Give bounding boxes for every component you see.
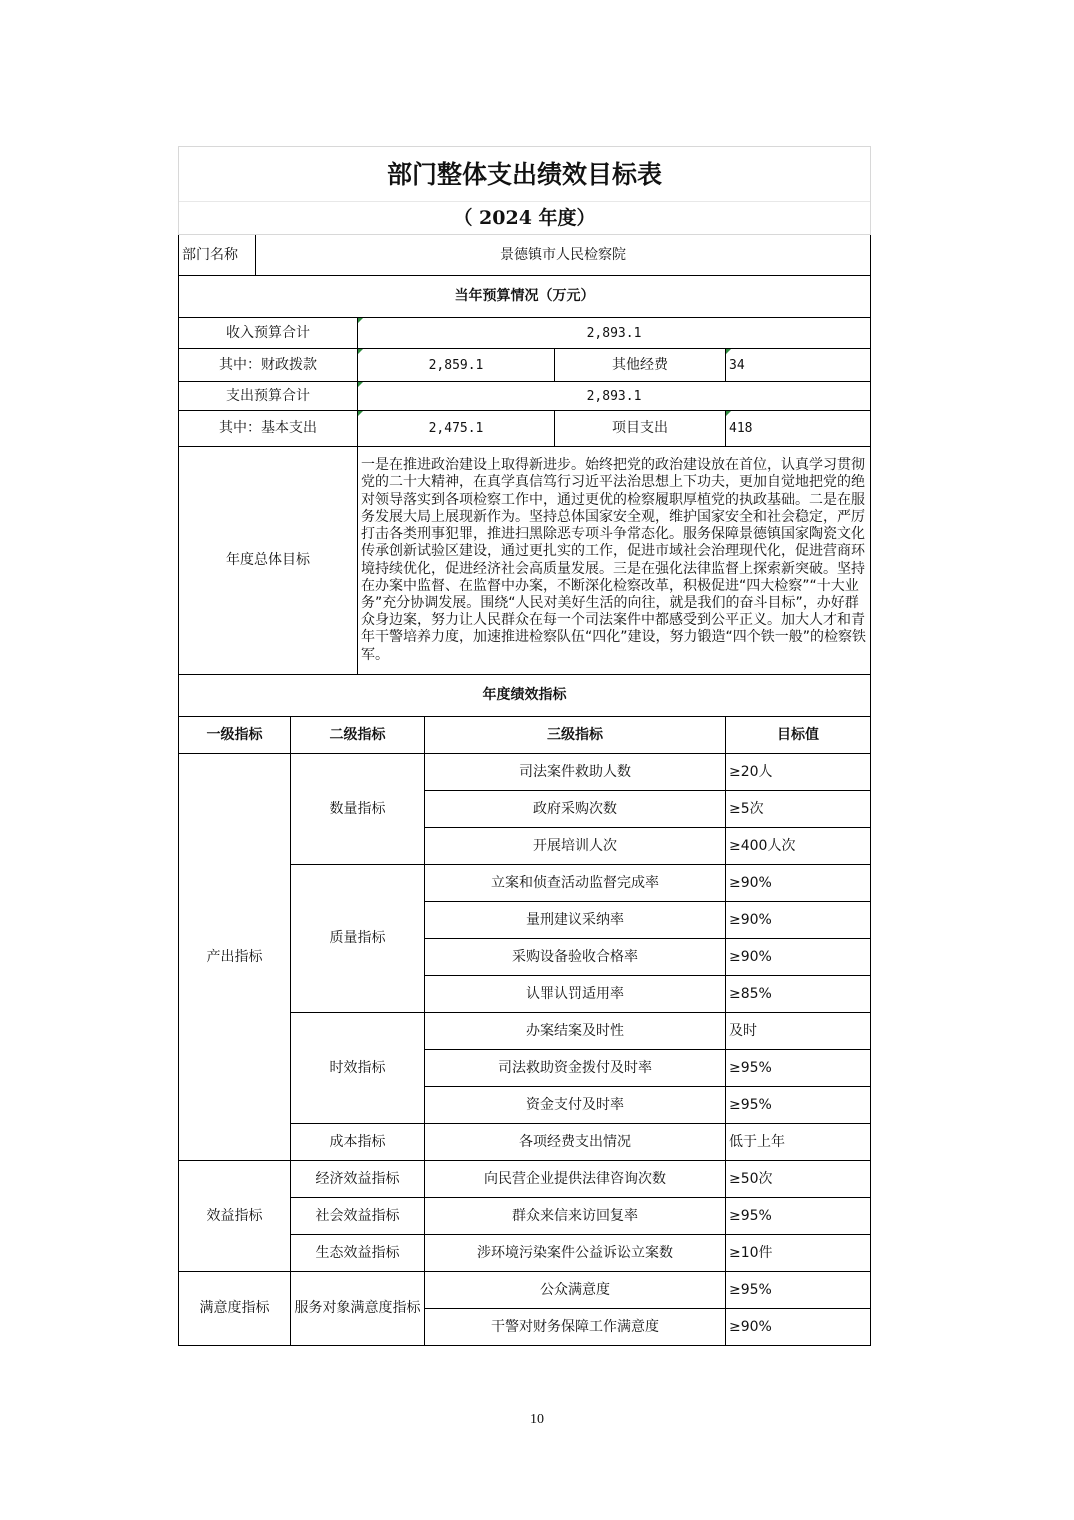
level1-benefit: 效益指标 [179,1161,291,1272]
other-funds-label: 其他经费 [555,349,726,382]
col-header-level3: 三级指标 [425,717,726,754]
indicator-target: ≥95% [726,1198,871,1235]
project-expense-label: 项目支出 [555,411,726,447]
col-header-target: 目标值 [726,717,871,754]
perf-heading: 年度绩效指标 [179,675,871,717]
indicator-target: ≥400人次 [726,828,871,865]
indicator-name: 立案和侦查活动监督完成率 [425,865,726,902]
fiscal-label: 其中：财政拨款 [179,349,358,382]
expense-total-label: 支出预算合计 [179,382,358,411]
other-funds-value: 34 [726,349,871,382]
dept-name-value: 景德镇市人民检察院 [256,235,871,276]
indicator-name: 办案结案及时性 [425,1013,726,1050]
level2-social: 社会效益指标 [291,1198,425,1235]
col-header-level2: 二级指标 [291,717,425,754]
project-expense-value: 418 [726,411,871,447]
indicator-target: ≥50次 [726,1161,871,1198]
level2-service-satisfaction: 服务对象满意度指标 [291,1272,425,1346]
level2-cost: 成本指标 [291,1124,425,1161]
indicator-name: 干警对财务保障工作满意度 [425,1309,726,1346]
basic-expense-value: 2,475.1 [358,411,555,447]
indicator-target: ≥90% [726,902,871,939]
indicator-name: 资金支付及时率 [425,1087,726,1124]
income-total-label: 收入预算合计 [179,318,358,349]
indicator-name: 向民营企业提供法律咨询次数 [425,1161,726,1198]
basic-expense-label: 其中：基本支出 [179,411,358,447]
indicator-target: ≥90% [726,1309,871,1346]
indicator-target: ≥5次 [726,791,871,828]
dept-name-label: 部门名称 [179,235,256,276]
level2-ecological: 生态效益指标 [291,1235,425,1272]
indicator-name: 开展培训人次 [425,828,726,865]
performance-target-sheet [178,146,870,1346]
indicator-name: 群众来信来访回复率 [425,1198,726,1235]
indicator-target: 低于上年 [726,1124,871,1161]
indicator-target: ≥95% [726,1050,871,1087]
level1-satisfaction: 满意度指标 [179,1272,291,1346]
table-title: 部门整体支出绩效目标表 [179,147,871,202]
col-header-level1: 一级指标 [179,717,291,754]
indicator-target: ≥20人 [726,754,871,791]
indicator-target: ≥95% [726,1272,871,1309]
level2-timeliness: 时效指标 [291,1013,425,1124]
income-total-value: 2,893.1 [358,318,871,349]
indicator-target: ≥90% [726,939,871,976]
level1-output: 产出指标 [179,754,291,1161]
indicator-name: 涉环境污染案件公益诉讼立案数 [425,1235,726,1272]
indicator-name: 司法救助资金拨付及时率 [425,1050,726,1087]
indicator-target: ≥85% [726,976,871,1013]
fiscal-value: 2,859.1 [358,349,555,382]
level2-quality: 质量指标 [291,865,425,1013]
year-label: （ 2024 年度） [179,202,871,235]
indicator-name: 各项经费支出情况 [425,1124,726,1161]
performance-table [178,146,871,1346]
indicator-name: 采购设备验收合格率 [425,939,726,976]
indicator-target: ≥95% [726,1087,871,1124]
level2-quantity: 数量指标 [291,754,425,865]
indicator-name: 认罪认罚适用率 [425,976,726,1013]
indicator-target: ≥90% [726,865,871,902]
page-number: 10 [530,1412,544,1427]
indicator-target: 及时 [726,1013,871,1050]
indicator-target: ≥10件 [726,1235,871,1272]
budget-heading: 当年预算情况（万元） [179,276,871,318]
annual-goal-label: 年度总体目标 [179,447,358,675]
expense-total-value: 2,893.1 [358,382,871,411]
indicator-name: 司法案件救助人数 [425,754,726,791]
indicator-name: 量刑建议采纳率 [425,902,726,939]
annual-goal-text: 一是在推进政治建设上取得新进步。始终把党的政治建设放在首位，认真学习贯彻党的二十大精神，在真学真信笃行习近平法治思想上下功夫，更加自觉地把党的绝对领导落实到各项检察工作中，通过更优的检察履职厚植党的执政基础。二是在服务发展大局上展现新作为。坚持总体国家安全观，维护国家安全和社会稳定，严厉打击各类刑事犯罪，推进扫黑除恶专项斗争常态化。服务保障景德镇国家陶瓷文化传承创新试验区建设，通过更扎实的工作，促进市域社会治理现代化，促进营商环境持续优化，促进经济社会高质量发展。三是在强化法律监督上探索新突破。坚持在办案中监督、在监督中办案，不断深化检察改革，积极促进“四大检察”“十大业务”充分协调发展。围绕“人民对美好生活的向往，就是我们的奋斗目标”，办好群众身边案，努力让人民群众在每一个司法案件中都感受到公平正义。加大人才和青年干警培养力度，加速推进检察队伍“四化”建设，努力锻造“四个铁一般”的检察铁军。 [358,447,871,675]
level2-economic: 经济效益指标 [291,1161,425,1198]
indicator-name: 政府采购次数 [425,791,726,828]
indicator-name: 公众满意度 [425,1272,726,1309]
